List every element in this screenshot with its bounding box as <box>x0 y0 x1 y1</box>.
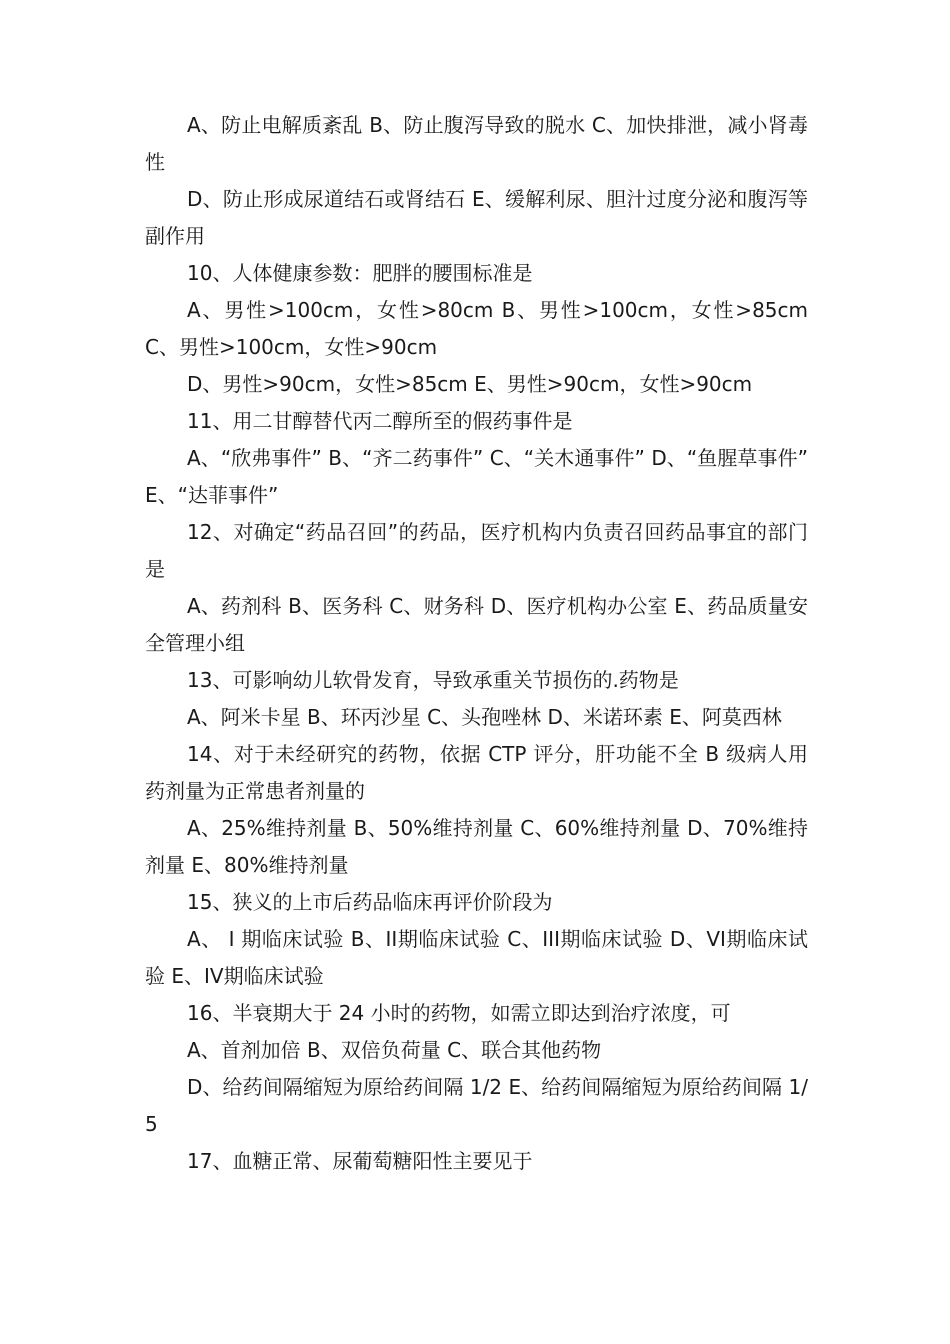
question-14-options: A、25%维持剂量 B、50%维持剂量 C、60%维持剂量 D、70%维持剂量 E、80%维持剂量 <box>145 816 808 877</box>
question-12: 12、对确定“药品召回”的药品，医疗机构内负责召回药品事宜的部门是 <box>145 520 808 581</box>
question-16: 16、半衰期大于 24 小时的药物，如需立即达到治疗浓度，可 <box>187 1001 731 1025</box>
question-16-options-de: D、给药间隔缩短为原给药间隔 1/2 E、给药间隔缩短为原给药间隔 1/5 <box>145 1075 808 1136</box>
paragraph-q9-options-de: D、防止形成尿道结石或肾结石 E、缓解利尿、胆汁过度分泌和腹泻等副作用 <box>145 187 808 248</box>
question-13-options: A、阿米卡星 B、环丙沙星 C、头孢唑林 D、米诺环素 E、阿莫西林 <box>187 705 782 729</box>
question-11-options: A、“欣弗事件” B、“齐二药事件” C、“关木通事件” D、“鱼腥草事件” E、“达菲事件” <box>145 446 808 507</box>
question-13: 13、可影响幼儿软骨发育，导致承重关节损伤的.药物是 <box>187 668 679 692</box>
question-10-options-de: D、男性>90cm，女性>85cm E、男性>90cm，女性>90cm <box>187 372 753 396</box>
question-16-options-abc: A、首剂加倍 B、双倍负荷量 C、联合其他药物 <box>187 1038 602 1062</box>
question-10-options-abc: A、男性>100cm，女性>80cm B、男性>100cm，女性>85cm C、男性>100cm，女性>90cm <box>145 298 808 359</box>
question-11: 11、用二甘醇替代丙二醇所至的假药事件是 <box>187 409 573 433</box>
document-body <box>145 107 808 1180</box>
question-15: 15、狭义的上市后药品临床再评价阶段为 <box>187 890 553 914</box>
question-10: 10、人体健康参数：肥胖的腰围标准是 <box>187 261 533 285</box>
question-12-options: A、药剂科 B、医务科 C、财务科 D、医疗机构办公室 E、药品质量安全管理小组 <box>145 594 808 655</box>
question-17: 17、血糖正常、尿葡萄糖阳性主要见于 <box>187 1149 533 1173</box>
question-15-options: A、 I 期临床试验 B、II期临床试验 C、III期临床试验 D、VI期临床试验 E、IV期临床试验 <box>145 927 808 988</box>
question-14: 14、对于未经研究的药物，依据 CTP 评分，肝功能不全 B 级病人用药剂量为正常患者剂量的 <box>145 742 808 803</box>
paragraph-q9-options-abc: A、防止电解质紊乱 B、防止腹泻导致的脱水 C、加快排泄，减小肾毒性 <box>145 113 808 174</box>
